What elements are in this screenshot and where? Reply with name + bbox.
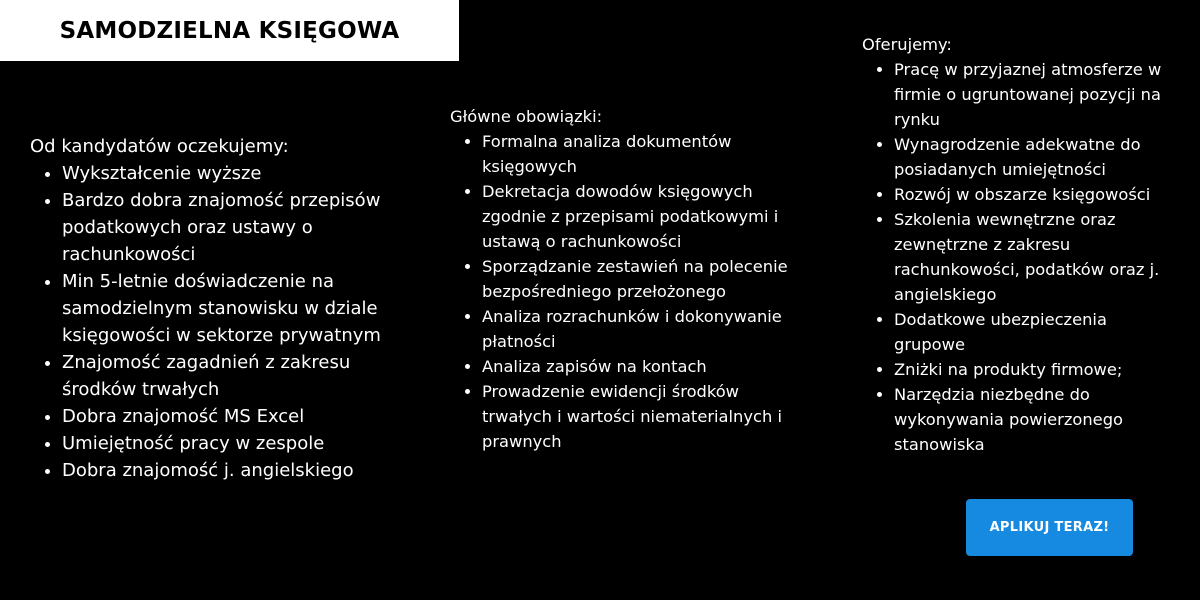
list-item: • Sporządzanie zestawień na polecenie bezpośredniego przełożonego [482, 254, 810, 304]
requirements-heading: Od kandydatów oczekujemy: [30, 136, 289, 157]
requirements-section [30, 133, 410, 484]
offer-heading: Oferujemy: [862, 35, 952, 54]
list-item: • Dekretacja dowodów księgowych zgodnie z przepisami podatkowymi i ustawą o rachunkowości [482, 179, 810, 254]
list-item: • Znajomość zagadnień z zakresu środków trwałych [62, 349, 410, 403]
list-item: • Dobra znajomość MS Excel [62, 403, 410, 430]
list-item: • Bardzo dobra znajomość przepisów podatkowych oraz ustawy o rachunkowości [62, 187, 410, 268]
list-item: • Rozwój w obszarze księgowości [894, 182, 1182, 207]
list-item: • Wykształcenie wyższe [62, 160, 410, 187]
requirements-list [30, 160, 410, 484]
apply-now-button[interactable]: APLIKUJ TERAZ! [966, 499, 1133, 556]
list-item: • Narzędzia niezbędne do wykonywania powierzonego stanowiska [894, 382, 1182, 457]
offer-list [862, 57, 1182, 457]
duties-list [450, 129, 810, 454]
title-banner [0, 0, 459, 61]
duties-heading: Główne obowiązki: [450, 107, 603, 126]
list-item: • Pracę w przyjaznej atmosferze w firmie o ugruntowanej pozycji na rynku [894, 57, 1182, 132]
page-title: SAMODZIELNA KSIĘGOWA [59, 17, 400, 44]
offer-section [862, 32, 1182, 457]
list-item: • Analiza zapisów na kontach [482, 354, 810, 379]
list-item: • Szkolenia wewnętrzne oraz zewnętrzne z zakresu rachunkowości, podatków oraz j. angielskiego [894, 207, 1182, 307]
list-item: • Prowadzenie ewidencji środków trwałych i wartości niematerialnych i prawnych [482, 379, 810, 454]
list-item: • Formalna analiza dokumentów księgowych [482, 129, 810, 179]
list-item: • Dobra znajomość j. angielskiego [62, 457, 410, 484]
list-item: • Min 5-letnie doświadczenie na samodzielnym stanowisku w dziale księgowości w sektorze prywatnym [62, 268, 410, 349]
list-item: • Dodatkowe ubezpieczenia grupowe [894, 307, 1182, 357]
list-item: • Wynagrodzenie adekwatne do posiadanych umiejętności [894, 132, 1182, 182]
list-item: • Analiza rozrachunków i dokonywanie płatności [482, 304, 810, 354]
duties-section [450, 104, 810, 454]
list-item: • Zniżki na produkty firmowe; [894, 357, 1182, 382]
list-item: • Umiejętność pracy w zespole [62, 430, 410, 457]
